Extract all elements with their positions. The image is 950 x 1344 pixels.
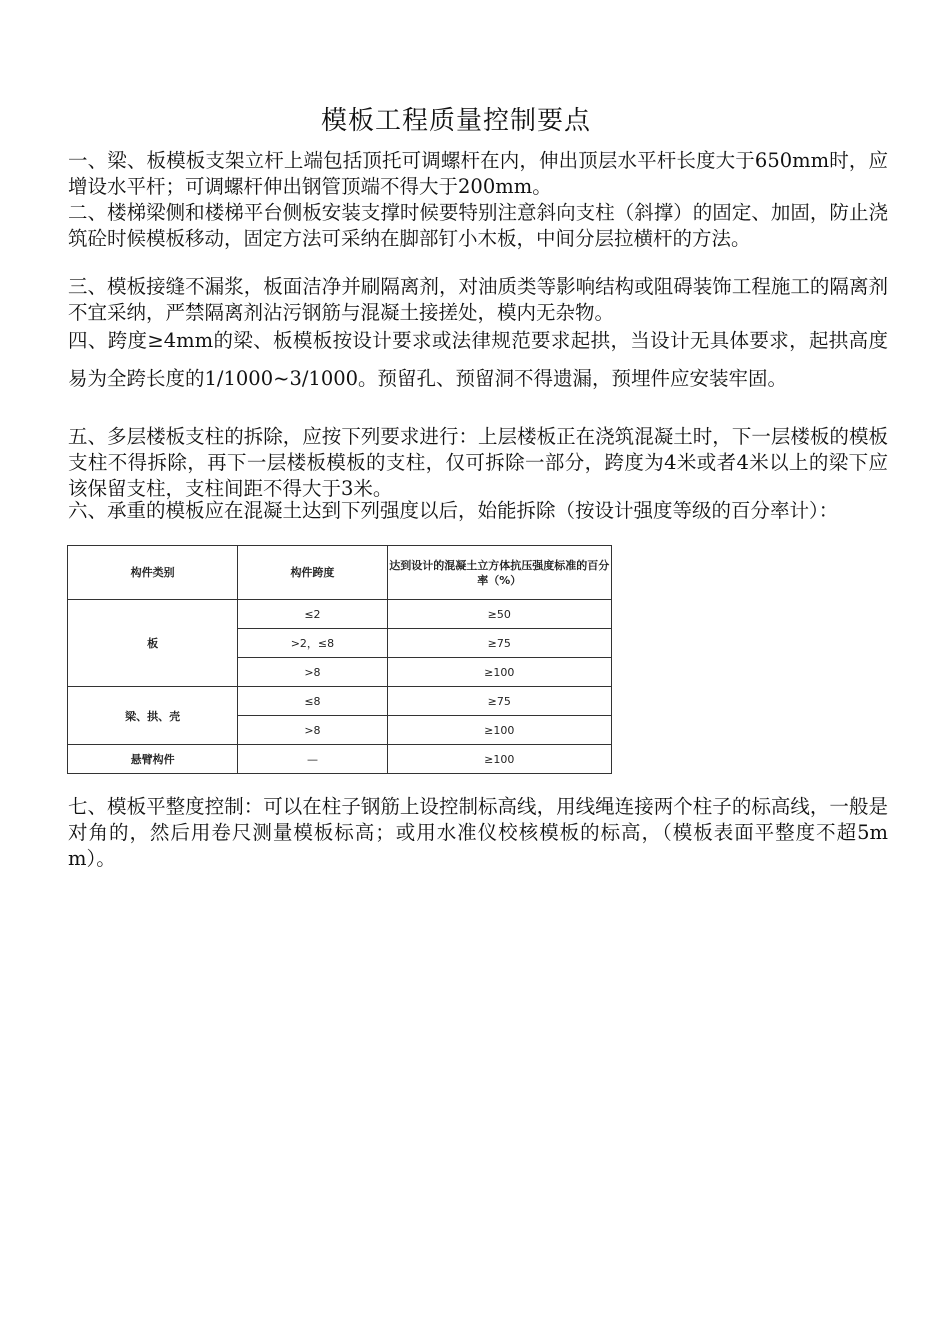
paragraph-5: 五、多层楼板支柱的拆除，应按下列要求进行：上层楼板正在浇筑混凝土时，下一层楼板的模板支柱不得拆除，再下一层楼板模板的支柱，仅可拆除一部分，跨度为4米或者4米以上的梁下应该保留支柱，支柱间距不得大于3米。 bbox=[68, 425, 888, 500]
paragraph-3: 三、模板接缝不漏浆，板面洁净并刷隔离剂，对油质类等影响结构或阻碍装饰工程施工的隔离剂不宜采纳，严禁隔离剂沾污钢筋与混凝土接搓处，模内无杂物。 bbox=[68, 275, 888, 324]
span-cell: >2，≤8 bbox=[238, 629, 387, 658]
paragraph-1: 一、梁、板模板支架立杆上端包括顶托可调螺杆在内，伸出顶层水平杆长度大于650mm时，应增设水平杆；可调螺杆伸出钢管顶端不得大于200mm。 bbox=[68, 149, 888, 198]
percentage-cell: ≥75 bbox=[387, 687, 611, 716]
table-row bbox=[68, 687, 612, 716]
paragraph-4: 四、跨度≥4mm的梁、板模板按设计要求或法律规范要求起拱，当设计无具体要求，起拱高度易为全跨长度的1/1000~3/1000。预留孔、预留洞不得遗漏，预埋件应安装牢固。 bbox=[68, 329, 888, 390]
percentage-cell: ≥50 bbox=[387, 600, 611, 629]
header-strength-percentage: 达到设计的混凝土立方体抗压强度标准的百分率（%） bbox=[387, 546, 611, 600]
percentage-cell: ≥100 bbox=[387, 658, 611, 687]
percentage-cell: ≥100 bbox=[387, 745, 611, 774]
category-cantilever: 悬臂构件 bbox=[68, 745, 238, 774]
category-beam-arch-shell: 梁、拱、壳 bbox=[68, 687, 238, 745]
percentage-cell: ≥75 bbox=[387, 629, 611, 658]
span-cell: ≤2 bbox=[238, 600, 387, 629]
paragraph-2: 二、楼梯梁侧和楼梯平台侧板安装支撑时候要特别注意斜向支柱（斜撑）的固定、加固，防止浇筑砼时候模板移动，固定方法可采纳在脚部钉小木板，中间分层拉横杆的方法。 bbox=[68, 201, 888, 250]
span-cell: ≤8 bbox=[238, 687, 387, 716]
document-title: 模板工程质量控制要点 bbox=[320, 106, 591, 136]
table-header-row bbox=[68, 546, 612, 600]
span-cell: >8 bbox=[238, 716, 387, 745]
table-row bbox=[68, 600, 612, 629]
header-component-span: 构件跨度 bbox=[238, 546, 387, 600]
formwork-removal-strength-table bbox=[67, 545, 612, 774]
span-cell: — bbox=[238, 745, 387, 774]
table-row bbox=[68, 745, 612, 774]
paragraph-6: 六、承重的模板应在混凝土达到下列强度以后，始能拆除（按设计强度等级的百分率计）： bbox=[68, 499, 839, 522]
percentage-cell: ≥100 bbox=[387, 716, 611, 745]
paragraph-7: 七、模板平整度控制：可以在柱子钢筋上设控制标高线，用线绳连接两个柱子的标高线，一般是对角的，然后用卷尺测量模板标高；或用水准仪校核模板的标高，（模板表面平整度不超5mm）。 bbox=[68, 795, 888, 870]
category-slab: 板 bbox=[68, 600, 238, 687]
span-cell: >8 bbox=[238, 658, 387, 687]
header-component-category: 构件类别 bbox=[68, 546, 238, 600]
